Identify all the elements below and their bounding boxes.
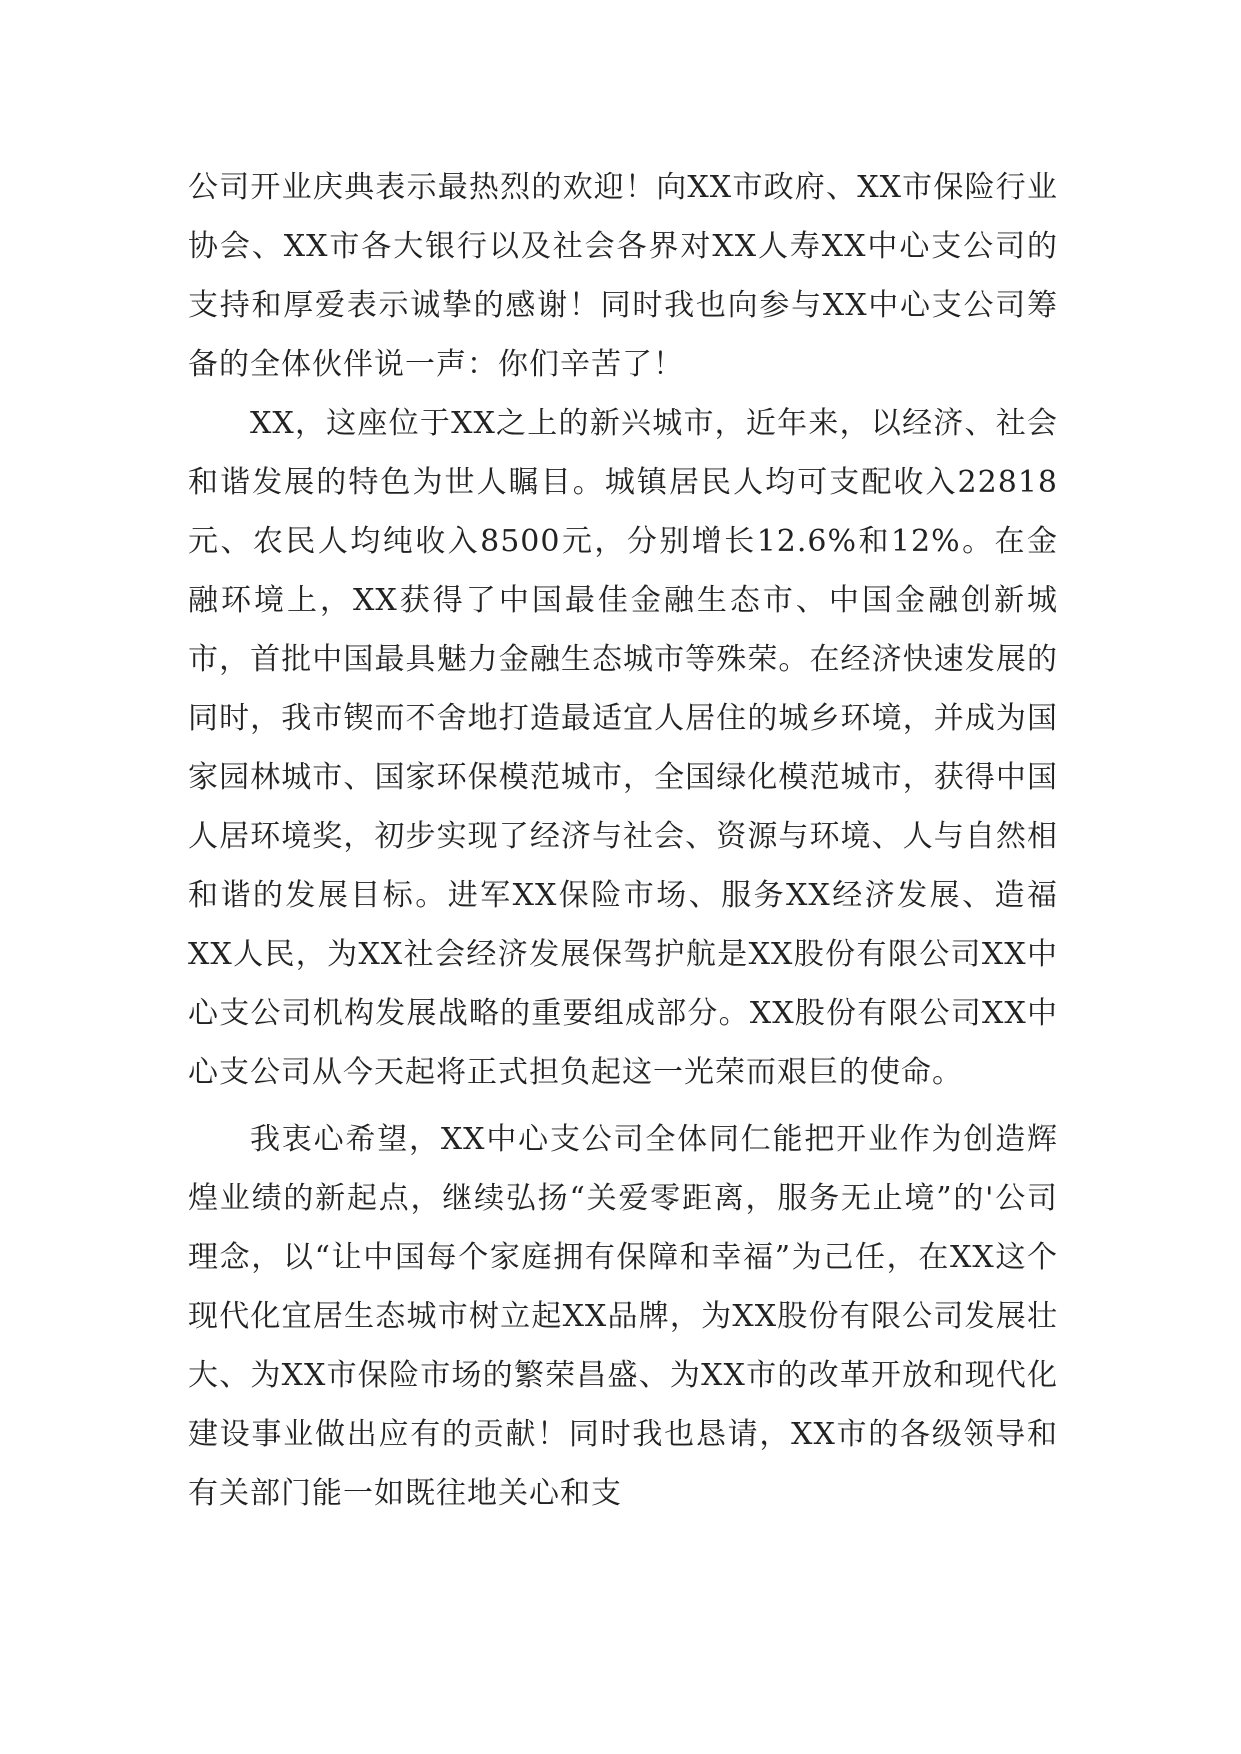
document-body — [188, 158, 1058, 1523]
paragraph-1: 公司开业庆典表示最热烈的欢迎！向XX市政府、XX市保险行业协会、XX市各大银行以及社会各界对XX人寿XX中心支公司的支持和厚爱表示诚挚的感谢！同时我也向参与XX中心支公司筹备的全体伙伴说一声：你们辛苦了！ — [188, 170, 1058, 382]
paragraph-3: 我衷心希望，XX中心支公司全体同仁能把开业作为创造辉煌业绩的新起点，继续弘扬“关爱零距离，服务无止境”的'公司理念，以“让中国每个家庭拥有保障和幸福”为己任，在XX这个现代化宜居生态城市树立起XX品牌，为XX股份有限公司发展壮大、为XX市保险市场的繁荣昌盛、为XX市的改革开放和现代化建设事业做出应有的贡献！同时我也恳请，XX市的各级领导和有关部门能一如既往地关心和支 — [188, 1122, 1058, 1511]
paragraph-2: XX，这座位于XX之上的新兴城市，近年来，以经济、社会和谐发展的特色为世人瞩目。城镇居民人均可支配收入22818元、农民人均纯收入8500元，分别增长12.6%和12%。在金融环境上，XX获得了中国最佳金融生态市、中国金融创新城市，首批中国最具魅力金融生态城市等殊荣。在经济快速发展的同时，我市锲而不舍地打造最适宜人居住的城乡环境，并成为国家园林城市、国家环保模范城市，全国绿化模范城市，获得中国人居环境奖，初步实现了经济与社会、资源与环境、人与自然相和谐的发展目标。进军XX保险市场、服务XX经济发展、造福XX人民，为XX社会经济发展保驾护航是XX股份有限公司XX中心支公司机构发展战略的重要组成部分。XX股份有限公司XX中心支公司从今天起将正式担负起这一光荣而艰巨的使命。 — [188, 406, 1058, 1090]
